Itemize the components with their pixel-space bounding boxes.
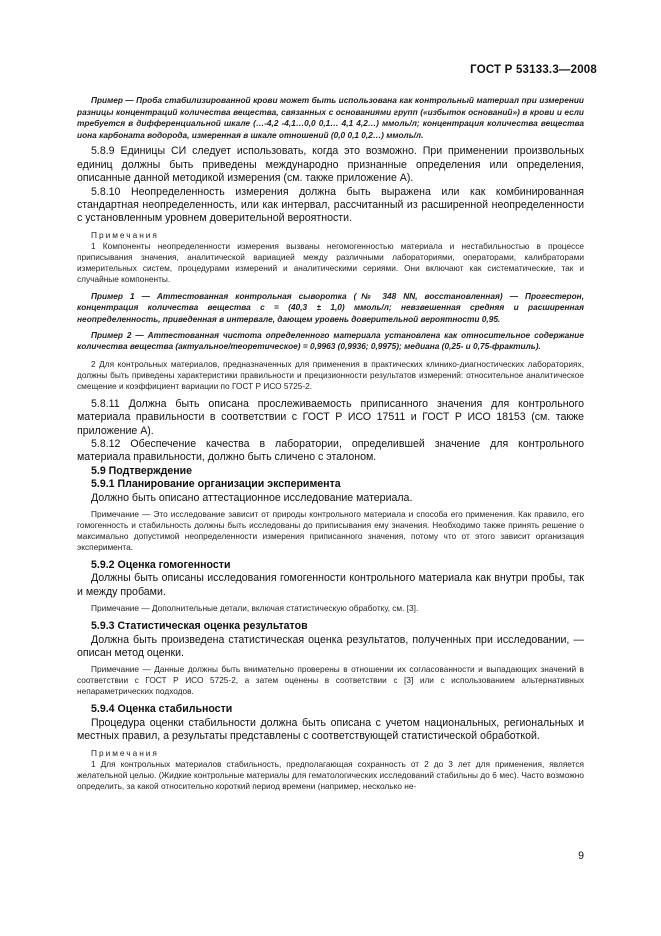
section-5-9-4-heading: 5.9.4 Оценка стабильности (91, 703, 233, 716)
example-stabilized-blood: Пример — Проба стабилизированной крови может быть использована как контрольный материал при измерении разницы концентраций количества вещества, связанных с основаниями групп («избыток оснований») в крови и если требуется в дифференциальной шкале (…-4,2 -4,1…0,0 0,1… 4,1 4,2…) ммоль/л; концентрация количества вещества иона карбоната водорода, измеренная в шкале отношений (0,0 0,1 0,2…) ммоль/л. (77, 95, 584, 140)
standard-code-header: ГОСТ Р 53133.3—2008 (470, 64, 597, 76)
page-number: 9 (578, 850, 584, 862)
clause-5-9-3-text: Должна быть произведена статистическая оценка результатов, полученных при исследовании, — описан метод оценки. (77, 633, 584, 660)
section-5-9-2-heading: 5.9.2 Оценка гомогенности (91, 559, 231, 572)
note-5-9-3: Примечание — Данные должны быть внимательно проверены в отношении их согласованности и выпадающих значений в соответствии с ГОСТ Р ИСО 5725-2, а затем оценены в соответствии с [3] или с использованием альтернативных непараметрических подходов. (77, 664, 584, 697)
clause-5-8-11: 5.8.11 Должна быть описана прослеживаемость приписанного значения для контрольного материала правильности в соответствии с ГОСТ Р ИСО 17511 и ГОСТ Р ИСО 18153 (см. также приложение А). (77, 397, 584, 437)
section-5-9-heading: 5.9 Подтверждение (91, 464, 193, 477)
notes-heading: Примечания (91, 229, 159, 240)
note-1-uncertainty: 1 Компоненты неопределенности измерения вызваны негомогенностью материала и нестабильностью в процессе приписывания значения, аналитической вариацией между различными лабораториями, операторами, калибраторами измерительных систем, процедурами измерений и аналитическими сериями. Они включают как систематические, так и случайные компоненты. (77, 240, 584, 284)
notes-heading-2: Примечания (91, 747, 159, 758)
section-5-9-1-heading: 5.9.1 Планирование организации эксперимента (91, 478, 341, 491)
clause-5-8-10: 5.8.10 Неопределенность измерения должна быть выражена или как комбинированная стандартная неопределенность, или как интервал, рассчитанный из расширенной неопределенности с установленным уровнем доверительной вероятности. (77, 185, 584, 225)
note-2-control-materials: 2 Для контрольных материалов, предназначенных для применения в практических клинико-диагностических лабораториях, должны быть приведены характеристики правильности и прецизионности результатов измерений: относительное аналитическое смещение и коэффициент вариации по ГОСТ Р ИСО 5725-2. (77, 358, 584, 391)
example-1-serum: Пример 1 — Аттестованная контрольная сыворотка (№ 348 NN, восстановленная) — Прогестерон, концентрация количества вещества c = (40,3 ± 1,0) ммоль/л; невзвешенная средняя и расширенная неопределенность, приведенная в интервале, дающем уровень доверительной вероятности 0,95. (77, 290, 584, 324)
section-5-9-3-heading: 5.9.3 Статистическая оценка результатов (91, 620, 308, 633)
clause-5-8-9: 5.8.9 Единицы СИ следует использовать, когда это возможно. При применении произвольных единиц должны быть приведены международно признанные определения или определения, описанные данной методикой измерения (см. также приложение А). (77, 145, 584, 185)
note-5-9-1: Примечание — Это исследование зависит от природы контрольного материала и способа его применения. Как правило, его гомогенность и стабильность должны быть исследованы до приписывания ему значения. Необходимо также принять решение о максимально допустимой неопределенности измерения приписанного значения, потому что от этого зависит организация эксперимента. (77, 509, 584, 553)
clause-5-8-12: 5.8.12 Обеспечение качества в лаборатории, определившей значение для контрольного материала правильности, должно быть сличено с эталоном. (77, 438, 584, 464)
clause-5-9-2-text: Должны быть описаны исследования гомогенности контрольного материала как внутри пробы, так и между пробами. (77, 572, 584, 598)
note-5-9-4-stability: 1 Для контрольных материалов стабильность, предполагающая сохранность от 2 до 3 лет для применения, является желательной целью. (Жидкие контрольные материалы для гематологических исследований стабильны до 6 мес). Часто возможно определить, за какой относительно короткий период времени (например, несколько не- (77, 758, 584, 791)
example-2-purity: Пример 2 — Аттестованная чистота определенного материала установлена как относительное содержание количества вещества (актуальное/теоретическое) = 0,9963 (0,9936; 0,9975); медиана (0,25- и 0,75-фрактиль). (77, 329, 584, 352)
clause-5-9-4-text: Процедура оценки стабильности должна быть описана с учетом национальных, региональных и местных правил, а результаты представлены с соответствующей статистической обработкой. (77, 716, 584, 743)
clause-5-9-1-text: Должно быть описано аттестационное исследование материала. (91, 491, 413, 504)
note-5-9-2: Примечание — Дополнительные детали, включая статистическую обработку, см. [3]. (91, 603, 419, 614)
document-body (77, 95, 584, 792)
